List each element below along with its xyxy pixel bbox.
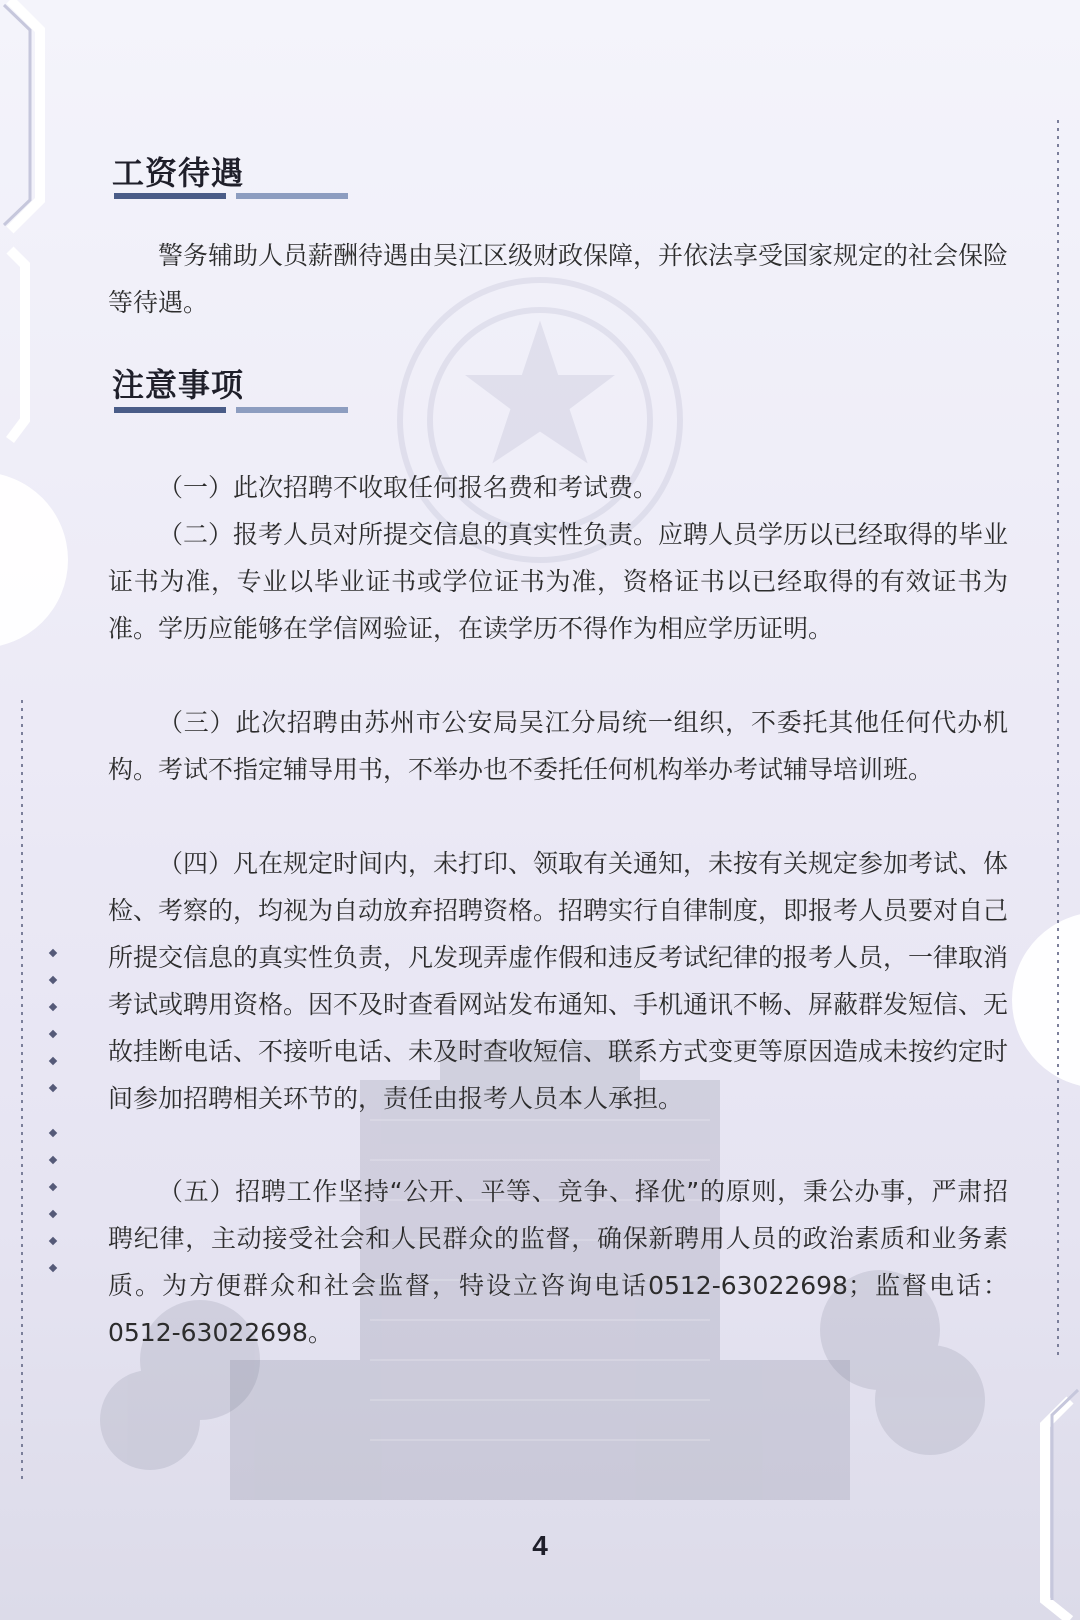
notes-item-1: （一）此次招聘不收取任何报名费和考试费。 xyxy=(158,473,659,502)
right-white-circle xyxy=(1012,912,1080,1088)
notes-item-5: （五）招聘工作坚持“公开、平等、竞争、择优”的原则，秉公办事，严肃招聘纪律，主动接受社会和人民群众的监督，确保新聘用人员的政治素质和业务素质。为方便群众和社会监督，特设立咨询电话0512-63022698；监督电话：0512-63022698。 xyxy=(108,1177,1008,1347)
notes-item-4: （四）凡在规定时间内，未打印、领取有关通知，未按有关规定参加考试、体检、考察的，均视为自动放弃招聘资格。招聘实行自律制度，即报考人员要对自己所提交信息的真实性负责，凡发现弄虚作假和违反考试纪律的报考人员，一律取消考试或聘用资格。因不及时查看网站发布通知、手机通讯不畅、屏蔽群发短信、无故挂断电话、不接听电话、未及时查收短信、联系方式变更等原因造成未按约定时间参加招聘相关环节的，责任由报考人员本人承担。 xyxy=(108,849,1009,1113)
left-frame-lines xyxy=(10,0,40,440)
title-underline-bar-light xyxy=(236,407,348,413)
right-frame-lines xyxy=(1045,1400,1070,1620)
left-white-circle xyxy=(0,472,68,648)
title-underline-bar-dark xyxy=(114,193,226,199)
section-title-notes: 注意事项 xyxy=(112,366,245,404)
title-underline-notes xyxy=(114,407,354,415)
title-underline-bar-light xyxy=(236,193,348,199)
notes-item-3: （三）此次招聘由苏州市公安局吴江分局统一组织，不委托其他任何代办机构。考试不指定辅导用书，不举办也不委托任何机构举办考试辅导培训班。 xyxy=(108,708,1008,784)
notes-item-2: （二）报考人员对所提交信息的真实性负责。应聘人员学历以已经取得的毕业证书为准，专业以毕业证书或学位证书为准，资格证书以已经取得的有效证书为准。学历应能够在学信网验证，在读学历不得作为相应学历证明。 xyxy=(108,520,1009,643)
section-title-salary: 工资待遇 xyxy=(112,154,245,192)
title-underline-salary xyxy=(114,193,354,201)
left-diamond-dots xyxy=(49,949,57,1272)
salary-paragraph: 警务辅助人员薪酬待遇由吴江区级财政保障，并依法享受国家规定的社会保险等待遇。 xyxy=(108,241,1009,317)
page-number: 4 xyxy=(532,1530,548,1561)
title-underline-bar-dark xyxy=(114,407,226,413)
